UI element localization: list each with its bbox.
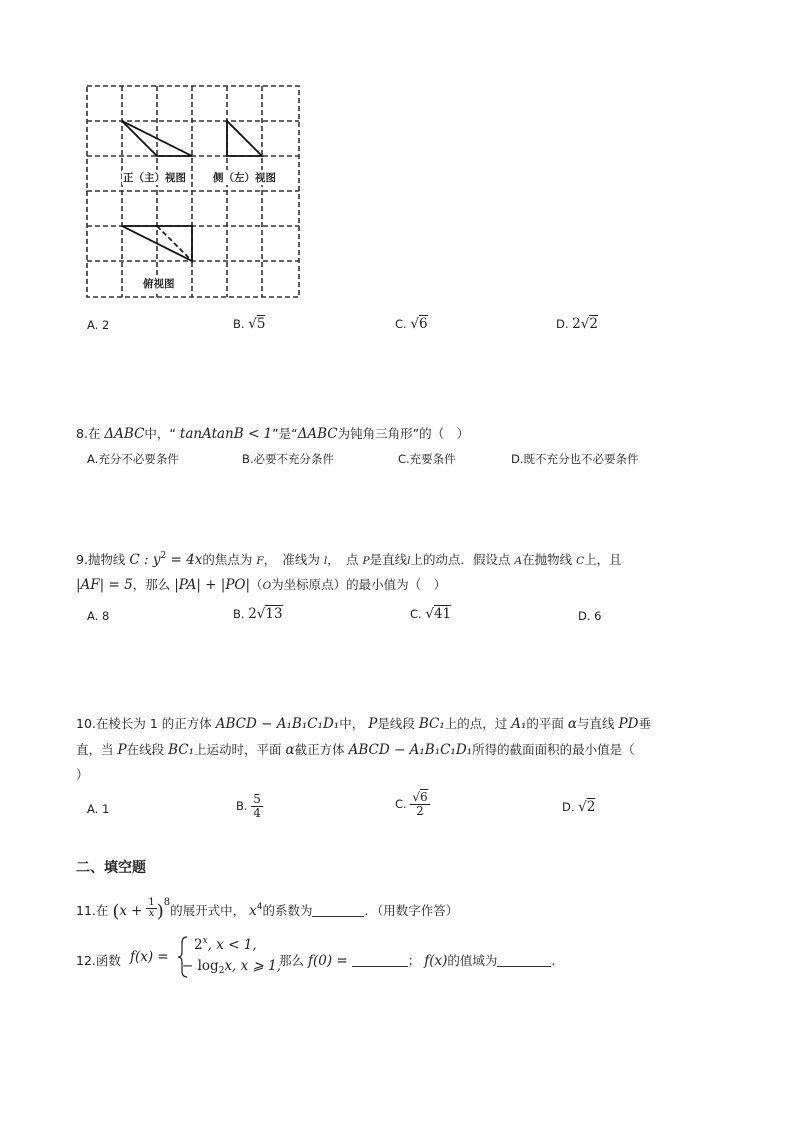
- q9-text-9: （: [250, 577, 263, 592]
- q10-option-b-denominator: 4: [253, 806, 261, 820]
- q11-expr-plus: +: [131, 903, 143, 919]
- q8-option-a[interactable]: A.充分不必要条件: [87, 452, 179, 466]
- q8-number: 8.在: [76, 426, 101, 441]
- q10-option-d-label: D.: [562, 800, 575, 814]
- q12-text-2: ；: [407, 953, 421, 968]
- q8-text-3: 为钝角三角形”的（ ）: [337, 426, 470, 441]
- q10-cube: ABCD − A₁B₁C₁D₁: [215, 716, 340, 732]
- q9-point-P: P: [362, 555, 370, 567]
- q9-curve: C : y: [129, 552, 161, 568]
- q7-option-b[interactable]: B. √5: [233, 316, 266, 332]
- three-view-figure: [84, 84, 302, 300]
- q9-text-1: 的焦点为: [202, 552, 253, 567]
- q10-option-a[interactable]: A. 1: [87, 802, 110, 816]
- q9-option-c[interactable]: C. √41: [410, 606, 452, 622]
- q9-option-b-radicand: 13: [265, 606, 283, 622]
- q12-case1: 2: [194, 937, 203, 953]
- q9-option-c-label: C.: [410, 607, 422, 621]
- top-view-label: 俯视图: [143, 278, 175, 290]
- q7-option-d-radicand: 2: [589, 316, 598, 332]
- q10-plane-alpha: α: [567, 716, 578, 732]
- q7-option-d[interactable]: D. 2√2: [556, 316, 598, 332]
- q7-option-a-text: A. 2: [87, 318, 110, 332]
- q9-text-5: 上的动点．假设点: [410, 552, 511, 567]
- q8-option-b[interactable]: B.必要不充分条件: [242, 452, 335, 466]
- q11-x-power: x: [249, 903, 257, 919]
- q7-option-c[interactable]: C. √6: [395, 316, 428, 332]
- q8-option-d[interactable]: D.既不充分也不必要条件: [511, 452, 639, 466]
- q7-option-b-label: B.: [233, 317, 245, 331]
- q12-case2-base: 2: [218, 966, 225, 976]
- q12-text-4: .: [551, 953, 556, 968]
- q12-case2-rest: x, x ⩾ 1,: [224, 958, 282, 974]
- q9-text-2: ， 准线为: [263, 552, 320, 567]
- q12-text-1: 那么: [279, 953, 305, 968]
- q8-triangle-1: ΔABC: [104, 426, 145, 442]
- q12-answer-blank-1[interactable]: [352, 954, 408, 967]
- q10-cube-2: ABCD − A₁B₁C₁D₁: [348, 742, 473, 758]
- q10-segment-bc1-2: BC₁: [168, 742, 195, 758]
- q9-text-4: 是直线: [369, 552, 408, 567]
- q10-stem-line3: ）: [76, 767, 89, 782]
- q9-focus-F: F: [256, 555, 264, 567]
- q9-equation: = 4x: [166, 552, 203, 568]
- q7-option-c-radicand: 6: [418, 316, 428, 332]
- q12-number: 12.函数: [76, 953, 121, 968]
- q8-stem: [76, 424, 469, 442]
- side-view-label: 侧（左）视图: [213, 172, 276, 184]
- q10-option-c[interactable]: [395, 791, 430, 818]
- q12-case2: − log: [182, 958, 219, 974]
- q7-option-a[interactable]: [87, 318, 109, 332]
- q9-text-10: 为坐标原点）的最小值为（ ）: [271, 577, 447, 592]
- q11-x-power-exp: 4: [256, 902, 263, 912]
- q10-option-b-numerator: 5: [253, 792, 261, 806]
- q7-option-d-label: D.: [556, 317, 569, 331]
- section-title-fill-in: 二、填空题: [76, 860, 146, 876]
- q9-option-c-radicand: 41: [433, 606, 452, 622]
- q9-curve-C: C: [576, 555, 585, 567]
- q10-text-9: 在线段: [126, 742, 165, 757]
- q11-frac-num: 1: [148, 897, 155, 908]
- q10-text-3: 是线段: [377, 716, 415, 731]
- q10-option-d-radicand: 2: [586, 799, 596, 815]
- q8-option-c[interactable]: C.充要条件: [398, 452, 456, 466]
- q10-segment-bc1: BC₁: [418, 716, 445, 732]
- q9-stem-line2: [76, 575, 446, 593]
- q12-fx: f(x) =: [130, 949, 169, 965]
- q9-text-6: 在抛物线: [522, 552, 573, 567]
- q7-option-d-coef: 2: [572, 316, 581, 332]
- q10-option-b-fraction: [251, 793, 263, 820]
- q11-exponent: 8: [163, 897, 171, 908]
- q10-point-P: P: [368, 716, 378, 732]
- q9-line-l-2: l: [407, 555, 411, 567]
- q9-option-b-label: B.: [233, 607, 245, 621]
- q9-text-3: ， 点: [327, 552, 359, 567]
- q10-text-5: 的平面: [526, 716, 564, 731]
- q9-af-equation: |AF| = 5: [76, 577, 133, 593]
- q10-line-pd: PD: [618, 716, 639, 732]
- q11-expr-x: x: [119, 903, 128, 919]
- q12-f0: f(0) =: [308, 953, 348, 969]
- q9-option-a[interactable]: A. 8: [87, 609, 110, 623]
- q12-text-3: 的值域为: [447, 953, 498, 968]
- q7-option-c-label: C.: [395, 317, 407, 331]
- three-view-grid: [84, 84, 302, 300]
- q10-text-12: 所得的截面面积的最小值是（: [472, 742, 635, 757]
- q8-triangle-2: ΔABC: [297, 426, 338, 442]
- q10-option-b-label: B.: [236, 799, 248, 813]
- q12-answer-blank-2[interactable]: [497, 954, 551, 967]
- q9-text-7: 上，且: [584, 552, 622, 567]
- q8-text-1: 中，“: [144, 426, 176, 441]
- q9-point-A: A: [514, 555, 523, 567]
- q10-text-6: 与直线: [577, 716, 615, 731]
- q10-stem-line2: [76, 740, 635, 758]
- q10-text-8: 直，当: [76, 742, 114, 757]
- q10-point-a1: A₁: [511, 716, 527, 732]
- q9-option-b-coef: 2: [248, 606, 257, 622]
- q9-option-b[interactable]: B. 2√13: [233, 606, 283, 622]
- q11-fraction: [146, 898, 156, 919]
- q10-text-10: 上运动时，平面: [194, 742, 282, 757]
- q9-origin-O: O: [262, 580, 272, 592]
- q10-text-7: 垂: [638, 716, 651, 731]
- q9-option-d[interactable]: D. 6: [578, 609, 602, 623]
- q9-number: 9.抛物线: [76, 552, 126, 567]
- q7-option-b-radicand: 5: [256, 316, 266, 332]
- q10-point-P-2: P: [117, 742, 127, 758]
- side-view-triangle: [227, 121, 262, 156]
- q8-text-2: ”是“: [272, 426, 298, 441]
- q10-text-4: 上的点，过: [444, 716, 508, 731]
- q12-case1-cond: , x < 1,: [207, 937, 257, 953]
- q10-option-d[interactable]: D. √2: [562, 799, 596, 815]
- q11-stem: 11.在 (x + $\frac{1}{x}$ )$^8$的展开式中， $x^4$的系数为 ．（用数字作答）: [76, 897, 459, 922]
- q11-frac-den: x: [148, 908, 155, 919]
- q10-text-1: 10.在棱长为 1 的正方体: [76, 716, 212, 731]
- q10-text-11: 截正方体: [294, 742, 345, 757]
- q9-pa-po-sum: |PA| + |PO|: [174, 577, 251, 593]
- q10-plane-alpha-2: α: [285, 742, 295, 758]
- front-view-label: 正（主）视图: [123, 172, 186, 184]
- q11-text-2: 的系数为: [262, 903, 313, 918]
- q11-text-3: ．（用数字作答）: [364, 903, 459, 918]
- q12-fx-2: f(x): [424, 953, 448, 969]
- q9-stem-line1: 9.抛物线 C : $y^2 = 4x$的焦点为 F， 准线为 l， 点 P是直线l上的动点．假设点 A在抛物线 C上，且: [76, 551, 622, 568]
- q10-text-2: 中，: [339, 716, 365, 731]
- q11-number: 11.在: [76, 903, 109, 918]
- q12-case1-exp: x: [202, 936, 208, 946]
- q10-stem-line1: [76, 714, 651, 732]
- q11-text-1: 的展开式中，: [170, 903, 246, 918]
- q9-line-l: l: [323, 555, 328, 567]
- q10-option-b[interactable]: [236, 793, 263, 820]
- q10-option-c-label: C.: [395, 797, 407, 811]
- q10-option-c-fraction: $\frac{√6}{2}$: [412, 790, 428, 818]
- q9-text-8: ，那么: [132, 577, 171, 592]
- q10-option-c-radicand: 6: [420, 790, 428, 804]
- q8-condition: tanAtanB < 1: [179, 426, 273, 442]
- q10-option-c-denominator: 2: [416, 804, 424, 818]
- q11-answer-blank[interactable]: [312, 904, 364, 917]
